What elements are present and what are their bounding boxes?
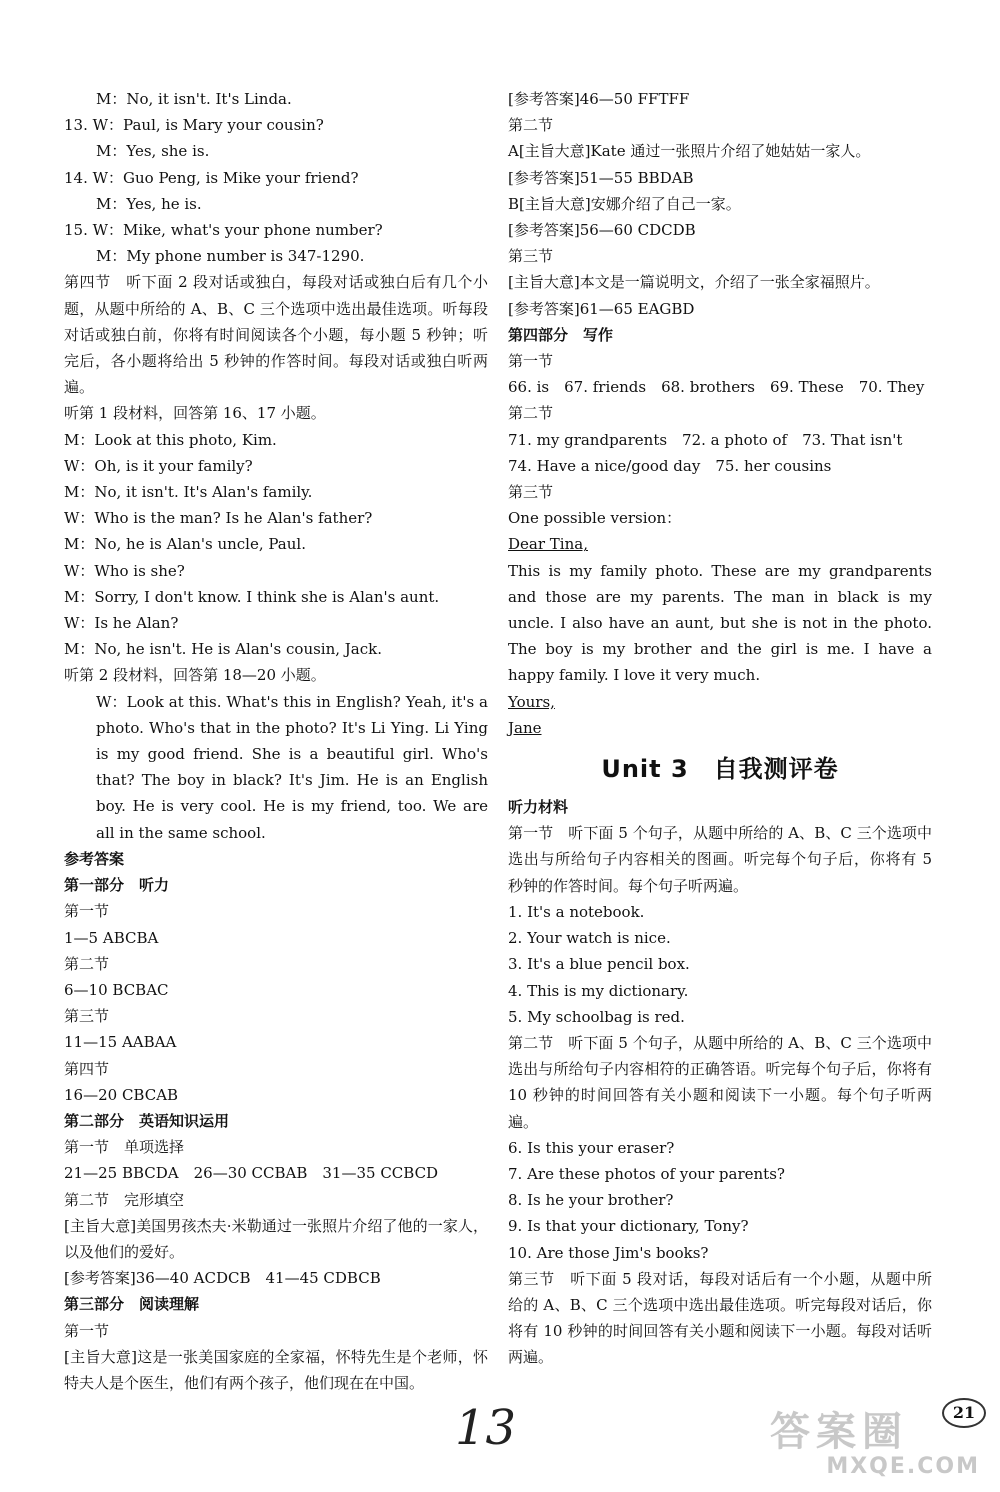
- text-line: 1—5 ABCBA: [64, 928, 159, 947]
- text-line: 2. Your watch is nice.: [508, 929, 671, 948]
- text-line: 1. It's a notebook.: [508, 902, 645, 921]
- text-line: M：No, he isn't. He is Alan's cousin, Jack.: [64, 640, 383, 659]
- text-line: [主旨大意]本文是一篇说明文，介绍了一张全家福照片。: [508, 273, 880, 292]
- text-line: 第二节 听下面 5 个句子，从题中所给的 A、B、C 三个选项中选出与所给句子内容相符的正确答语。听完每个句子后，你将有 10 秒钟的时间回答有关小题和阅读下一小题。每个句子听两遍。: [508, 1033, 932, 1131]
- text-line: M：No, it isn't. It's Alan's family.: [64, 483, 313, 502]
- text-line: 第四节 听下面 2 段对话或独白，每段对话或独白后有几个小题，从题中所给的 A、B、C 三个选项中选出最佳选项。听每段对话或独白前，你将有时间阅读各个小题，每小题 5 秒钟；听完后，各小题将给出 5 秒钟的作答时间。每段对话或独白听两遍。: [64, 273, 488, 397]
- listening-material-section: [508, 794, 932, 1370]
- text-line: Yours,: [508, 692, 555, 711]
- text-line: W：Who is the man? Is he Alan's father?: [64, 509, 373, 528]
- text-line: 第三部分 阅读理解: [64, 1295, 200, 1314]
- text-line: B[主旨大意]安娜介绍了自己一家。: [508, 194, 741, 213]
- text-line: [主旨大意]美国男孩杰夫·米勒通过一张照片介绍了他的一家人，以及他们的爱好。: [64, 1216, 488, 1261]
- text-line: 15. W：Mike, what's your phone number?: [64, 221, 383, 240]
- watermark-text: 答案圈: [770, 1409, 908, 1455]
- text-line: 第四节: [64, 1059, 110, 1078]
- watermark-logo: [770, 1410, 990, 1490]
- text-line: 7. Are these photos of your parents?: [508, 1164, 785, 1183]
- text-line: 第一部分 听力: [64, 876, 170, 895]
- page-number: 21: [942, 1398, 986, 1428]
- text-line: 第三节: [64, 1007, 110, 1026]
- text-line: M：No, he is Alan's uncle, Paul.: [64, 535, 306, 554]
- text-line: W：Oh, is it your family?: [64, 456, 253, 475]
- text-line: 第二部分 英语知识运用: [64, 1111, 230, 1130]
- text-line: M：Look at this photo, Kim.: [64, 430, 277, 449]
- text-line: One possible version：: [508, 509, 682, 528]
- unit-title: Unit 3 自我测评卷: [601, 755, 839, 784]
- text-line: 13. W：Paul, is Mary your cousin?: [64, 116, 324, 135]
- text-line: This is my family photo. These are my grandparents and those are my parents. The man in black is my uncle. I also have an aunt, but she is not in the photo. The boy is my brother and the girl is me. I have a happy family. I love it very much.: [508, 561, 932, 685]
- text-line: [参考答案]51—55 BBDAB: [508, 168, 694, 187]
- text-line: 10. Are those Jim's books?: [508, 1243, 709, 1262]
- text-line: 第二节: [508, 116, 554, 135]
- right-column: [508, 86, 932, 1371]
- left-column: [64, 86, 488, 1396]
- text-line: M：No, it isn't. It's Linda.: [96, 90, 292, 108]
- text-line: 听第 2 段材料，回答第 18—20 小题。: [64, 666, 326, 685]
- text-line: 第一节 单项选择: [64, 1138, 185, 1157]
- text-line: M：Yes, he is.: [96, 194, 202, 213]
- text-line: 第二节 完形填空: [64, 1190, 185, 1209]
- text-line: 66. is 67. friends 68. brothers 69. These 70. They: [508, 378, 925, 397]
- handwritten-number: 13: [455, 1400, 517, 1456]
- text-line: M：Sorry, I don't know. I think she is Alan's aunt.: [64, 587, 440, 606]
- answer-key-section: [508, 86, 932, 741]
- text-line: 6—10 BCBAC: [64, 980, 169, 999]
- text-line: 第一节: [64, 902, 110, 921]
- text-line: W：Look at this. What's this in English? Yeah, it's a photo. Who's that in the photo? It's Li Ying. Li Ying is my good friend. She is a beautiful girl. Who's that? The boy in black? It's Jim. He is an English boy. He is very cool. He is my friend, too. We are all in the same school.: [96, 692, 488, 842]
- text-line: Jane: [508, 718, 542, 737]
- text-line: 8. Is he your brother?: [508, 1191, 674, 1210]
- text-line: [主旨大意]这是一张美国家庭的全家福，怀特先生是个老师，怀特夫人是个医生，他们有两个孩子，他们现在在中国。: [64, 1347, 488, 1392]
- text-line: 74. Have a nice/good day 75. her cousins: [508, 456, 832, 475]
- text-line: 16—20 CBCAB: [64, 1085, 179, 1104]
- text-line: W：Is he Alan?: [64, 614, 179, 633]
- text-line: 14. W：Guo Peng, is Mike your friend?: [64, 168, 359, 187]
- text-line: [参考答案]46—50 FFTFF: [508, 90, 690, 108]
- text-line: 4. This is my dictionary.: [508, 981, 689, 1000]
- text-line: 9. Is that your dictionary, Tony?: [508, 1217, 749, 1236]
- text-line: 第二节: [64, 954, 110, 973]
- text-line: 第四部分 写作: [508, 325, 614, 344]
- text-line: 第一节: [64, 1321, 110, 1340]
- text-line: 听力材料: [508, 798, 569, 817]
- text-line: [参考答案]56—60 CDCDB: [508, 221, 696, 240]
- text-line: Dear Tina,: [508, 535, 588, 554]
- text-line: M：Yes, she is.: [96, 142, 210, 161]
- watermark-url: MXQE.COM: [826, 1454, 980, 1479]
- text-line: 21—25 BBCDA 26—30 CCBAB 31—35 CCBCD: [64, 1164, 439, 1183]
- text-line: 6. Is this your eraser?: [508, 1138, 675, 1157]
- text-line: 第一节: [508, 352, 554, 371]
- text-line: 5. My schoolbag is red.: [508, 1007, 685, 1026]
- text-line: 参考答案: [64, 849, 125, 868]
- text-line: 3. It's a blue pencil box.: [508, 955, 690, 974]
- text-line: A[主旨大意]Kate 通过一张照片介绍了她姑姑一家人。: [508, 142, 871, 161]
- text-line: 第一节 听下面 5 个句子，从题中所给的 A、B、C 三个选项中选出与所给句子内容相关的图画。听完每个句子后，你将有 5 秒钟的作答时间。每个句子听两遍。: [508, 824, 932, 895]
- text-line: 第三节: [508, 483, 554, 502]
- text-line: 第二节: [508, 404, 554, 423]
- text-line: 11—15 AABAA: [64, 1033, 177, 1052]
- text-line: 听第 1 段材料，回答第 16、17 小题。: [64, 404, 326, 423]
- text-line: M：My phone number is 347-1290.: [96, 247, 365, 266]
- text-line: [参考答案]61—65 EAGBD: [508, 299, 695, 318]
- text-line: 71. my grandparents 72. a photo of 73. That isn't: [508, 430, 903, 449]
- text-line: [参考答案]36—40 ACDCB 41—45 CDBCB: [64, 1269, 381, 1288]
- text-line: 第三节 听下面 5 段对话，每段对话后有一个小题，从题中所给的 A、B、C 三个选项中选出最佳选项。听完每段对话后，你将有 10 秒钟的时间回答有关小题和阅读下一小题。每段对话听两遍。: [508, 1269, 932, 1367]
- text-line: 第三节: [508, 247, 554, 266]
- text-line: W：Who is she?: [64, 561, 185, 580]
